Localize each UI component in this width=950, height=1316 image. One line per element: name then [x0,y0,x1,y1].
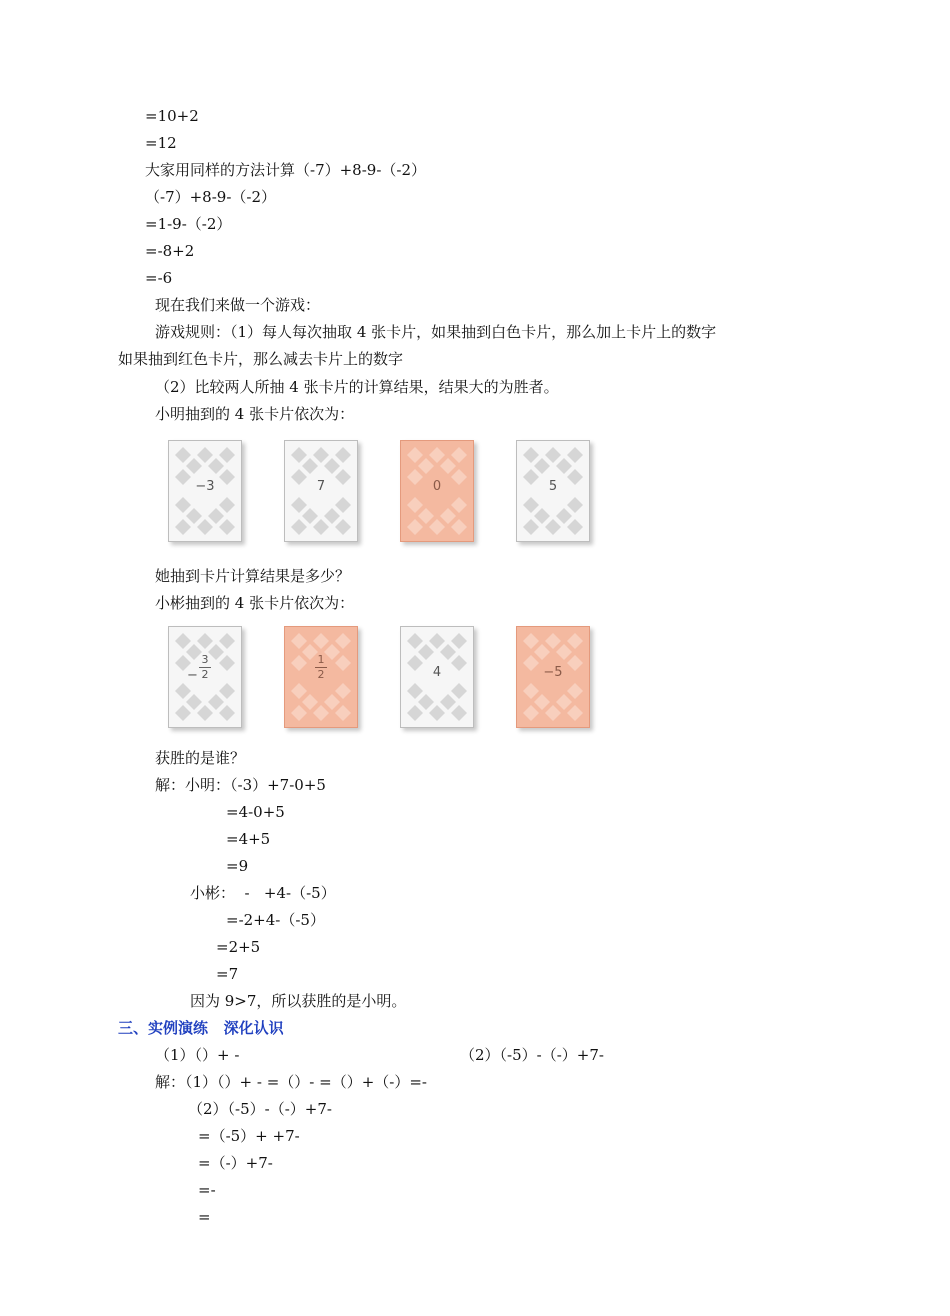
calc-line: =1-9-（-2） [145,215,232,233]
fraction-numerator: 3 [199,653,211,668]
calc-line: =- [198,1181,216,1199]
calc-line: （-7）+8-9-（-2） [145,188,277,206]
fraction-sign: − [187,668,198,683]
solution-line: 小彬： - +4-（-5） [190,884,336,902]
fraction-denominator: 2 [201,668,209,681]
card-white [168,626,242,728]
xiaobin-cards-label: 小彬抽到的 4 张卡片依次为： [155,594,355,612]
calc-line: =12 [145,134,177,152]
game-rule-1: 游戏规则：（1）每人每次抽取 4 张卡片，如果抽到白色卡片，那么加上卡片上的数字 [155,323,717,341]
card-red [516,626,590,728]
card-value: 5 [548,479,558,494]
calc-line: =10+2 [145,107,199,125]
calc-line: =2+5 [216,938,261,956]
solution-line: 解：小明：（-3）+7-0+5 [155,776,326,794]
calc-line: =7 [216,965,239,983]
card-white [516,440,590,542]
question-line: 获胜的是谁？ [155,749,246,767]
solution-line: 解：（1）（）+ - =（）- =（）+（-）=- [155,1073,427,1091]
card-white [168,440,242,542]
instruction-line: 大家用同样的方法计算（-7）+8-9-（-2） [145,161,427,179]
exercise-line: （1）（）+ - [155,1046,240,1064]
card-white [400,626,474,728]
card-value: −5 [543,665,563,680]
card-value: −3 [195,479,215,494]
card-value: 0 [432,479,442,494]
calc-line: =（-）+7- [198,1154,273,1172]
solution-line: （2）（-5）-（-）+7- [188,1100,332,1118]
exercise-line: （2）（-5）-（-）+7- [460,1046,604,1064]
question-line: 她抽到卡片计算结果是多少？ [155,567,351,585]
calc-line: =-8+2 [145,242,195,260]
xiaobin-cards [160,626,600,744]
card-red [400,440,474,542]
card-red [284,626,358,728]
calc-line: =4-0+5 [226,803,285,821]
conclusion-line: 因为 9>7，所以获胜的是小明。 [190,992,407,1010]
calc-line: =-2+4-（-5） [226,911,325,929]
calc-line: =-6 [145,269,173,287]
fraction-denominator: 2 [317,668,325,681]
calc-line: = [198,1208,211,1226]
card-white [284,440,358,542]
game-intro: 现在我们来做一个游戏： [155,296,321,314]
section-heading: 三、实例演练 深化认识 [118,1019,284,1037]
card-fraction [169,653,241,682]
calc-line: =4+5 [226,830,271,848]
game-rule-1-cont: 如果抽到红色卡片，那么减去卡片上的数字 [118,350,404,368]
xiaoming-cards-label: 小明抽到的 4 张卡片依次为： [155,405,355,423]
calc-line: =（-5）+ +7- [198,1127,300,1145]
card-value: 4 [432,665,442,680]
xiaoming-cards [160,440,600,558]
card-fraction [285,653,357,682]
card-value: 7 [316,479,326,494]
calc-line: =9 [226,857,249,875]
fraction-numerator: 1 [315,653,327,668]
game-rule-2: （2）比较两人所抽 4 张卡片的计算结果，结果大的为胜者。 [155,378,559,396]
